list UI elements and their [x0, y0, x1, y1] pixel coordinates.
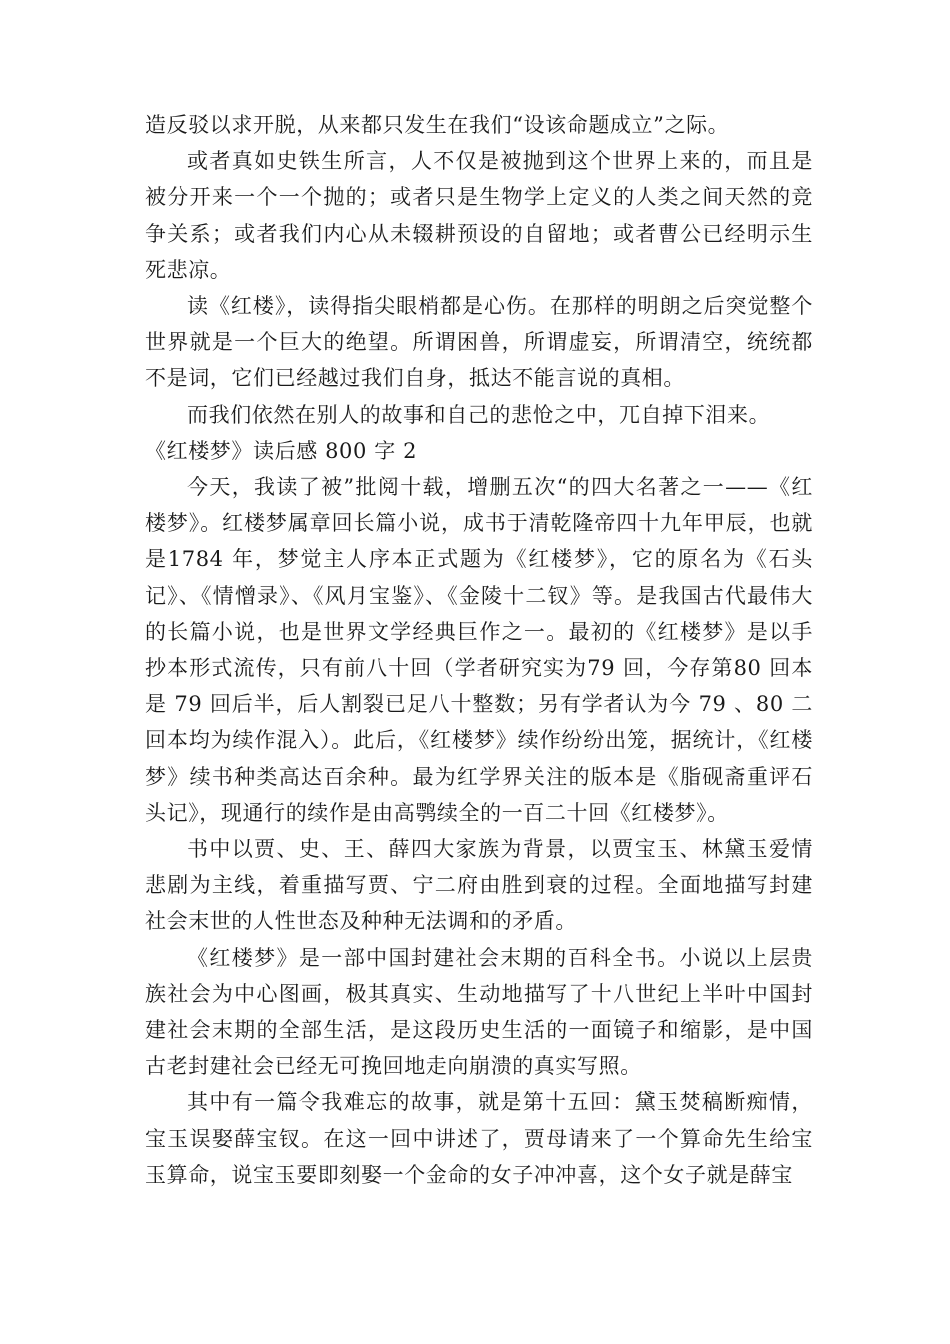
paragraph-5: 今天，我读了被”批阅十载，增删五次“的四大名著之一——《红楼梦》。红楼梦属章回长篇小说，成书于清乾隆帝四十九年甲辰，也就是1784 年，梦觉主人序本正式题为《红楼梦》，它的原名为《石头记》、《情憎录》、《风月宝鉴》、《金陵十二钗》等。是我国古代最伟大的长篇小说，也是世界文学经典巨作之一。最初的《红楼梦》是以手抄本形式流传，只有前八十回（学者研究实为79 回，今存第80 回本是 79 回后半，后人割裂已足八十整数；另有学者认为今 79 、80 二回本均为续作混入）。此后，《红楼梦》续作纷纷出笼，据统计，《红楼梦》续书种类高达百余种。最为红学界关注的版本是《脂砚斋重评石头记》，现通行的续作是由高鹗续全的一百二十回《红楼梦》。 [145, 475, 813, 825]
paragraph-6: 书中以贾、史、王、薛四大家族为背景，以贾宝玉、林黛玉爱情悲剧为主线，着重描写贾、宁二府由胜到衰的过程。全面地描写封建社会末世的人性世态及种种无法调和的矛盾。 [145, 837, 813, 934]
paragraph-1: 造反驳以求开脱，从来都只发生在我们“设该命题成立”之际。 [145, 113, 730, 137]
paragraph-4: 而我们依然在别人的故事和自己的悲怆之中，兀自掉下泪来。 [187, 402, 771, 427]
paragraph-8: 其中有一篇令我难忘的故事，就是第十五回：黛玉焚稿断痴情，宝玉误娶薛宝钗。在这一回中讲述了，贾母请来了一个算命先生给宝玉算命，说宝玉要即刻娶一个金命的女子冲冲喜，这个女子就是薛宝 [145, 1090, 813, 1187]
section-heading: 《红楼梦》读后感 800 字 2 [145, 438, 418, 463]
paragraph-7: 《红楼梦》是一部中国封建社会末期的百科全书。小说以上层贵族社会为中心图画，极其真实、生动地描写了十八世纪上半叶中国封建社会末期的全部生活，是这段历史生活的一面镜子和缩影，是中国古老封建社会已经无可挽回地走向崩溃的真实写照。 [145, 945, 813, 1079]
document-page [145, 107, 813, 1193]
paragraph-2: 或者真如史铁生所言，人不仅是被抛到这个世界上来的，而且是被分开来一个一个抛的；或者只是生物学上定义的人类之间天然的竞争关系；或者我们内心从未辍耕预设的自留地；或者曹公已经明示生死悲凉。 [145, 149, 813, 282]
paragraph-3: 读《红楼》，读得指尖眼梢都是心伤。在那样的明朗之后突觉整个世界就是一个巨大的绝望。所谓困兽，所谓虚妄，所谓清空，统统都不是词，它们已经越过我们自身，抵达不能言说的真相。 [145, 294, 813, 391]
